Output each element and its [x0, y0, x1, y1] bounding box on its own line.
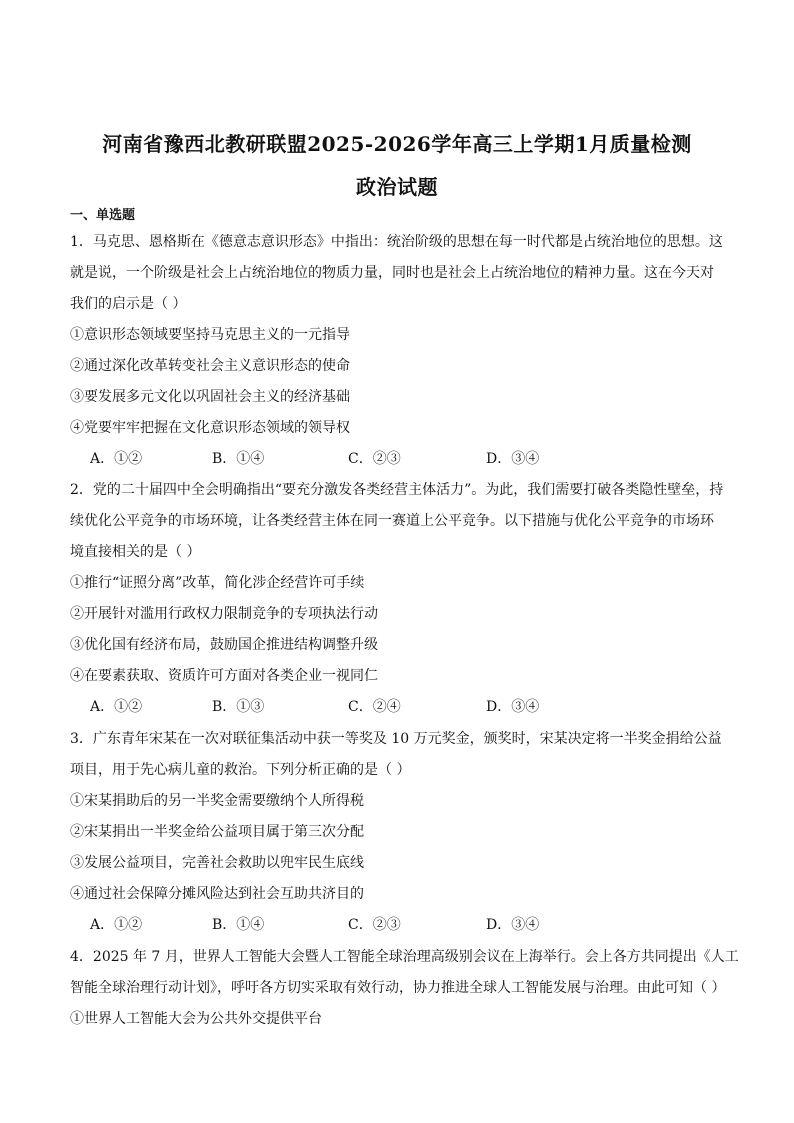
statement: ①意识形态领域要坚持马克思主义的一元指导: [70, 327, 350, 343]
choice-b[interactable]: B．①④: [212, 451, 265, 467]
question-stem-line: 1．马克思、恩格斯在《德意志意识形态》中指出：统治阶级的思想在每一时代都是占统治地位的思想。这: [70, 234, 723, 250]
statement: ②宋某捐出一半奖金给公益项目属于第三次分配: [70, 824, 364, 840]
statement: ②开展针对滥用行政权力限制竞争的专项执法行动: [70, 606, 378, 622]
choice-d[interactable]: D．③④: [486, 451, 540, 467]
question-stem-line: 境直接相关的是（ ）: [70, 544, 201, 560]
choice-a[interactable]: A．①②: [90, 917, 143, 933]
choice-a[interactable]: A．①②: [90, 451, 143, 467]
statement: ③发展公益项目，完善社会救助以兜牢民生底线: [70, 855, 364, 871]
question-stem-line: 项目，用于先心病儿童的救治。下列分析正确的是（ ）: [70, 762, 411, 778]
statement: ①宋某捐助后的另一半奖金需要缴纳个人所得税: [70, 793, 364, 809]
statement: ①世界人工智能大会为公共外交提供平台: [70, 1011, 322, 1027]
answer-choices: [90, 696, 590, 716]
page-subtitle: 政治试题: [356, 175, 438, 199]
statement: ②通过深化改革转变社会主义意识形态的使命: [70, 358, 350, 374]
choice-c[interactable]: C．②④: [348, 699, 401, 715]
page-title: 河南省豫西北教研联盟2025-2026学年高三上学期1月质量检测: [102, 132, 692, 156]
section-heading: 一、单选题: [70, 208, 136, 223]
question-stem-line: 就是说，一个阶级是社会上占统治地位的物质力量，同时也是社会上占统治地位的精神力量。这在今天对: [70, 265, 714, 281]
answer-choices: [90, 914, 590, 934]
question-stem-line: 续优化公平竞争的市场环境，让各类经营主体在同一赛道上公平竞争。以下措施与优化公平竞争的市场环: [70, 513, 714, 529]
choice-a[interactable]: A．①②: [90, 699, 143, 715]
choice-c[interactable]: C．②③: [348, 451, 401, 467]
statement: ③要发展多元文化以巩固社会主义的经济基础: [70, 389, 350, 405]
statement: ③优化国有经济布局，鼓励国企推进结构调整升级: [70, 637, 378, 653]
statement: ①推行“证照分离”改革，简化涉企经营许可手续: [70, 575, 365, 591]
choice-b[interactable]: B．①④: [212, 917, 265, 933]
question-stem-line: 智能全球治理行动计划》，呼吁各方切实采取有效行动，协力推进全球人工智能发展与治理。由此可知（ ）: [70, 980, 726, 996]
choice-b[interactable]: B．①③: [212, 699, 265, 715]
question-stem-line: 3．广东青年宋某在一次对联征集活动中获一等奖及 10 万元奖金，颁奖时，宋某决定将一半奖金捐给公益: [70, 731, 722, 747]
statement: ④通过社会保障分摊风险达到社会互助共济目的: [70, 886, 364, 902]
choice-d[interactable]: D．③④: [486, 917, 540, 933]
question-stem-line: 我们的启示是（ ）: [70, 296, 187, 312]
question-stem-line: 2．党的二十届四中全会明确指出“要充分激发各类经营主体活力”。为此，我们需要打破各类隐性壁垒，持: [70, 482, 724, 498]
question-stem-line: 4．2025 年 7 月，世界人工智能大会暨人工智能全球治理高级别会议在上海举行。会上各方共同提出《人工: [70, 949, 739, 965]
statement: ④党要牢牢把握在文化意识形态领域的领导权: [70, 420, 350, 436]
answer-choices: [90, 448, 590, 468]
choice-d[interactable]: D．③④: [486, 699, 540, 715]
choice-c[interactable]: C．②③: [348, 917, 401, 933]
statement: ④在要素获取、资质许可方面对各类企业一视同仁: [70, 668, 378, 684]
